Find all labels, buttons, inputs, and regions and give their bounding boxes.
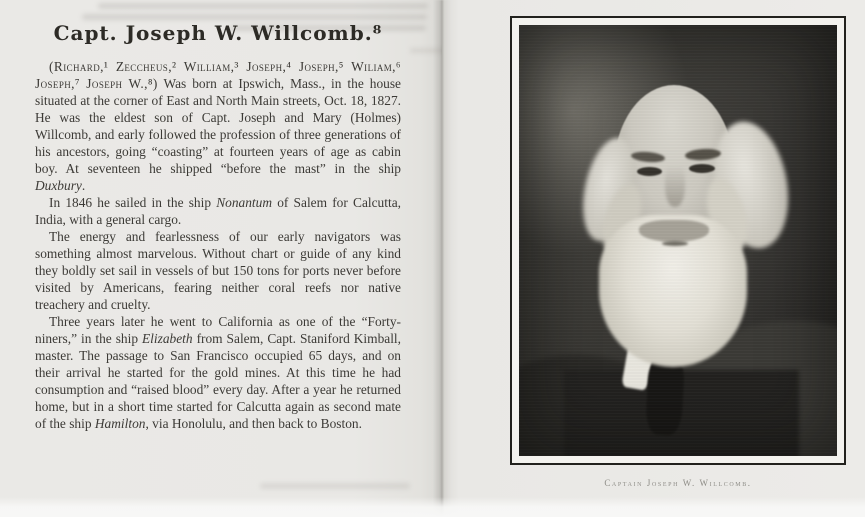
ghost-line bbox=[260, 483, 410, 489]
text-run: of Salem for Calcutta, India, with a general cargo. bbox=[35, 195, 401, 227]
paragraph-navigators bbox=[35, 228, 401, 313]
text-run: , via Honolulu, and then back to Boston. bbox=[145, 416, 362, 431]
ship-name-elizabeth: Elizabeth bbox=[142, 331, 193, 346]
text-run: Was born at Ipswich, Mass., in the house situated at the corner of East and North Main streets, Oct. 18, 1827. He was the eldest son of Capt. Joseph and Mary (Holmes) Willcomb, and early followed the profession of three generations of his ancestors, going “coasting” at fourteen years of age as cabin boy. At seventeen he shipped “before the mast” in the ship bbox=[35, 76, 401, 176]
text-block bbox=[35, 21, 401, 432]
genealogy-run: (Richard,¹ Zeccheus,² William,³ Joseph,⁴ Joseph,⁵ Wiliam,⁶ Joseph,⁷ Joseph W.,⁸) bbox=[35, 59, 401, 91]
text-run: Three years later he went to California as one of the “Forty-niners,” in the ship bbox=[35, 314, 401, 346]
ship-name-nonantum: Nonantum bbox=[216, 195, 273, 210]
paragraph-genealogy bbox=[35, 58, 401, 194]
ship-name-hamilton: Hamilton bbox=[94, 416, 146, 431]
text-run: In 1846 he sailed in the ship bbox=[49, 195, 217, 210]
portrait-photo bbox=[519, 25, 837, 456]
ghost-line bbox=[82, 14, 427, 20]
text-run: from Salem, Capt. Staniford Kimball, master. The passage to San Francisco occupied 65 days, and on their arrival he started for the gold mines. At this time he had consumption and “raised blood” every day. After a year he returned home, but in a short time started for Calcutta again as second mate of the ship bbox=[35, 331, 401, 431]
gutter-shadow bbox=[433, 0, 451, 517]
photo-vignette bbox=[519, 25, 837, 456]
ghost-line bbox=[98, 3, 428, 9]
ship-name-duxbury: Duxbury bbox=[35, 178, 82, 193]
photo-caption: Captain Joseph W. Willcomb. bbox=[604, 478, 752, 488]
text-run: The energy and fearlessness of our early navigators was something almost marvelous. Without chart or guide of any kind they boldly set sail in vessels of but 150 tons for ports never before visited by Americans, fearing neither coral reefs nor native treachery and cruelty. bbox=[35, 229, 401, 312]
page-bottom-edge bbox=[0, 497, 865, 517]
paragraph-1846-voyage bbox=[35, 194, 401, 228]
text-run: . bbox=[81, 178, 86, 193]
photo-frame bbox=[510, 16, 846, 465]
paragraph-california bbox=[35, 313, 401, 432]
chapter-title: Capt. Joseph W. Willcomb.⁸ bbox=[53, 21, 383, 45]
